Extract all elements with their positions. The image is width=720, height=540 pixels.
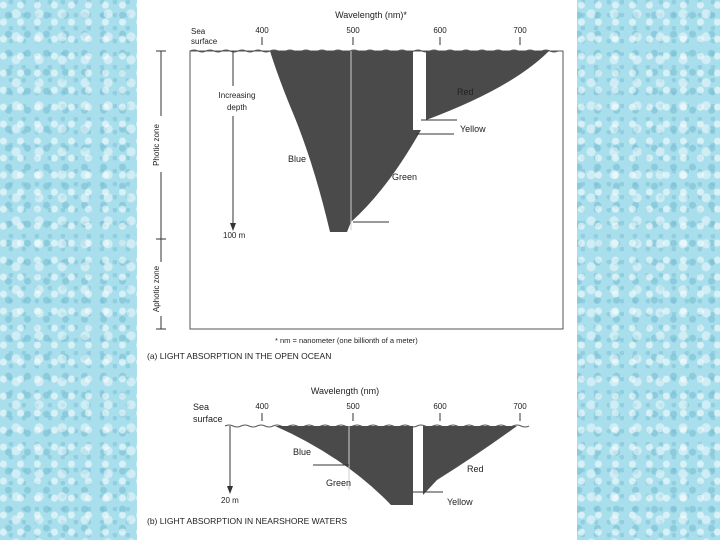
panel-b [147,386,529,526]
panel-b-depth-value: 20 m [221,496,239,505]
panel-b-absorbed-red [423,426,517,495]
panel-a-label-red: Red [457,87,474,97]
panel-a-label-blue: Blue [288,154,307,164]
panel-a-tick-label-500: 500 [346,26,360,35]
panel-a [147,10,563,361]
panel-b-label-red: Red [467,464,484,474]
panel-b-tick-label-400: 400 [255,402,269,411]
panel-a-wavelength-title: Wavelength (nm)* [335,10,407,20]
panel-a-absorbed-blue-green [270,51,421,232]
panel-b-tick-label-700: 700 [513,402,527,411]
panel-a-depth-arrow-head [230,223,236,231]
panel-a-label-green: Green [392,172,418,182]
panel-a-caption: (a) LIGHT ABSORPTION IN THE OPEN OCEAN [147,351,332,361]
panel-a-photic-zone-label: Photic zone [152,124,161,166]
panel-b-tick-label-500: 500 [346,402,360,411]
panel-a-sea-label-2: surface [191,37,218,46]
panel-a-tick-label-600: 600 [433,26,447,35]
panel-b-label-yellow: Yellow [447,497,473,507]
panel-a-depth-value: 100 m [223,231,246,240]
panel-a-absorbed-red [426,51,549,120]
panel-a-footnote: * nm = nanometer (one billionth of a meter) [275,336,418,345]
panel-a-depth-label-1: Increasing [218,91,256,100]
slide [137,0,577,540]
panel-a-sea-label-1: Sea [191,27,206,36]
panel-b-sea-label-2: surface [193,414,223,424]
light-absorption-diagram [137,0,577,540]
panel-b-caption: (b) LIGHT ABSORPTION IN NEARSHORE WATERS [147,516,348,526]
panel-b-depth-arrow-head [227,486,233,494]
panel-a-tick-label-700: 700 [513,26,527,35]
panel-b-sea-label-1: Sea [193,402,210,412]
panel-a-label-yellow: Yellow [460,124,486,134]
panel-a-aphotic-zone-label: Aphotic zone [152,265,161,313]
panel-b-label-green: Green [326,478,352,488]
panel-b-wavelength-title: Wavelength (nm) [310,386,380,396]
panel-a-tick-label-400: 400 [255,26,269,35]
panel-b-label-blue: Blue [293,447,312,457]
panel-a-depth-label-2: depth [226,103,248,112]
panel-b-tick-label-600: 600 [433,402,447,411]
